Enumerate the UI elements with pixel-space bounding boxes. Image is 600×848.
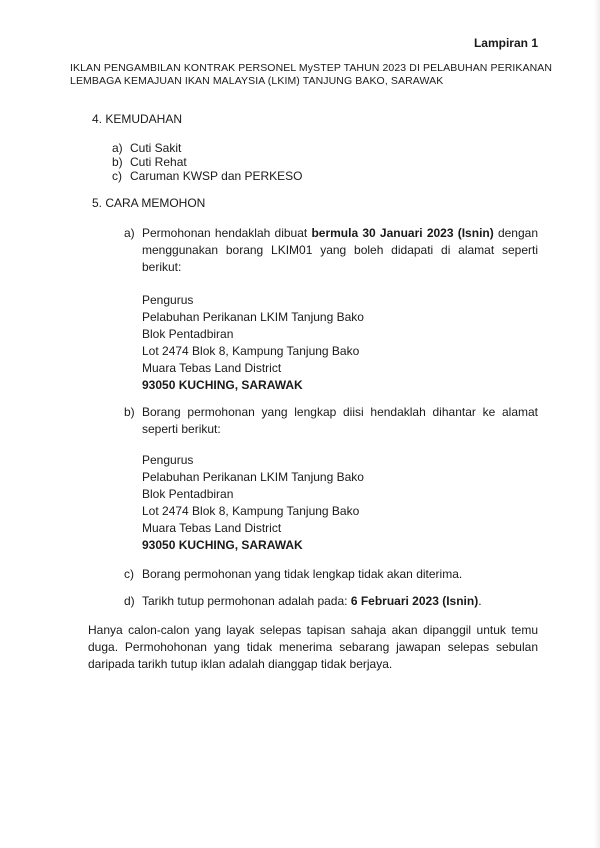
address-b-line-6: 93050 KUCHING, SARAWAK xyxy=(142,538,303,552)
item-d-text xyxy=(142,593,538,610)
benefit-marker-3: c) xyxy=(112,169,122,183)
item-d-marker: d) xyxy=(124,594,135,608)
item-a-post: dengan menggunakan borang LKIM01 yang boleh didapati di alamat seperti berikut: xyxy=(142,226,538,274)
benefit-item-2 xyxy=(112,155,187,169)
document-title-line-2: LEMBAGA KEMAJUAN IKAN MALAYSIA (LKIM) TANJUNG BAKO, SARAWAK xyxy=(70,75,444,87)
item-a-marker: a) xyxy=(124,226,135,240)
benefit-text-1: Cuti Sakit xyxy=(130,141,182,155)
address-a-line-6: 93050 KUCHING, SARAWAK xyxy=(142,378,303,392)
application-item-a xyxy=(124,225,538,276)
benefit-text-3: Caruman KWSP dan PERKESO xyxy=(130,169,303,183)
address-block-a xyxy=(142,292,364,394)
benefit-marker-1: a) xyxy=(112,141,123,155)
address-a-line-2: Pelabuhan Perikanan LKIM Tanjung Bako xyxy=(142,310,364,324)
item-a-text xyxy=(142,225,538,276)
address-b-line-3: Blok Pentadbiran xyxy=(142,487,234,501)
lampiran-label: Lampiran 1 xyxy=(473,36,538,50)
item-d-closing-date: 6 Februari 2023 (Isnin) xyxy=(350,594,479,608)
address-block-b xyxy=(142,452,364,554)
application-item-b xyxy=(124,404,538,438)
document-title-line-1: IKLAN PENGAMBILAN KONTRAK PERSONEL MySTEP TAHUN 2023 DI PELABUHAN PERIKANAN xyxy=(70,62,553,74)
closing-paragraph: Hanya calon-calon yang layak selepas tapisan sahaja akan dipanggil untuk temu duga. Permohohonan yang tidak menerima sebarang jawapan selepas sebulan daripada tarikh tutup iklan adalah dianggap tidak berjaya. xyxy=(88,623,538,671)
address-a-line-5: Muara Tebas Land District xyxy=(142,361,282,375)
section-4-title: 4. KEMUDAHAN xyxy=(92,112,183,126)
address-b-line-1: Pengurus xyxy=(142,453,194,467)
item-a-pre: Permohonan hendaklah dibuat xyxy=(142,226,312,240)
address-b-line-2: Pelabuhan Perikanan LKIM Tanjung Bako xyxy=(142,470,364,484)
benefit-text-2: Cuti Rehat xyxy=(130,155,187,169)
application-item-d xyxy=(124,593,538,610)
item-d-post: . xyxy=(478,594,482,608)
benefit-marker-2: b) xyxy=(112,155,123,169)
benefit-item-1 xyxy=(112,141,181,155)
section-5-title: 5. CARA MEMOHON xyxy=(92,196,206,210)
item-b-text: Borang permohonan yang lengkap diisi hendaklah dihantar ke alamat seperti berikut: xyxy=(142,405,538,436)
address-a-line-4: Lot 2474 Blok 8, Kampung Tanjung Bako xyxy=(142,344,360,358)
address-b-line-4: Lot 2474 Blok 8, Kampung Tanjung Bako xyxy=(142,504,360,518)
scan-edge-shadow xyxy=(594,0,600,848)
item-c-marker: c) xyxy=(124,567,134,581)
item-a-start-date: bermula 30 Januari 2023 (Isnin) xyxy=(311,226,494,240)
address-b-line-5: Muara Tebas Land District xyxy=(142,521,282,535)
benefit-item-3 xyxy=(112,169,303,183)
item-c-text: Borang permohonan yang tidak lengkap tidak akan diterima. xyxy=(142,567,463,581)
address-a-line-3: Blok Pentadbiran xyxy=(142,327,234,341)
item-b-marker: b) xyxy=(124,405,135,419)
address-a-line-1: Pengurus xyxy=(142,293,194,307)
item-d-pre: Tarikh tutup permohonan adalah pada: xyxy=(142,594,351,608)
application-item-c xyxy=(124,566,538,583)
